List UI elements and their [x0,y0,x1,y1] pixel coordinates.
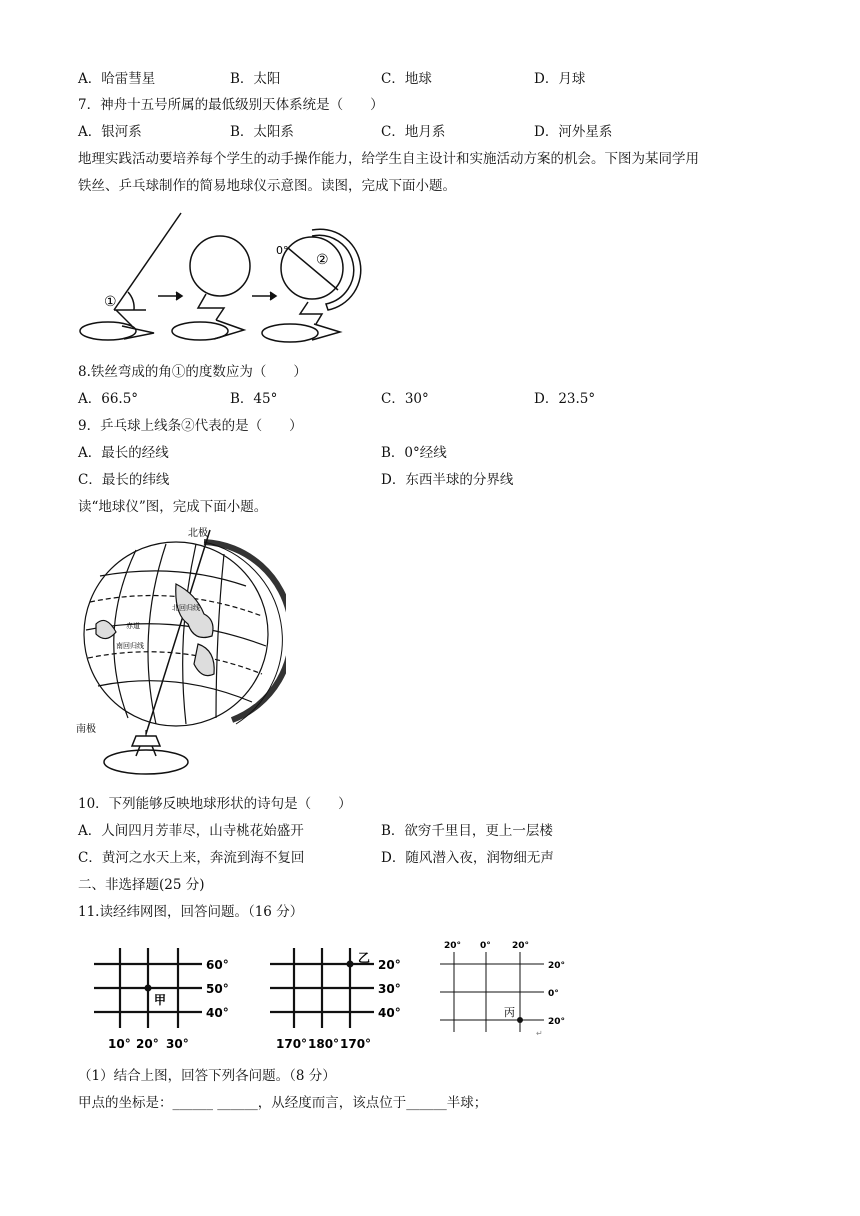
grid3-lon-20e: 20° [512,941,530,951]
q9-option-a: A．最长的经线 [78,445,169,461]
q9-option-b: B．0°经线 [381,445,447,461]
q10-stem: 10．下列能够反映地球形状的诗句是（ ） [78,796,352,812]
lat-lon-grid-3 [436,936,576,1040]
q6-option-b: B．太阳 [230,71,281,87]
globe-making-figure [76,208,366,348]
grid2-lon-180: 180° [308,1037,340,1051]
zero-degree-label: 0° [276,244,289,257]
grid3-lat-20s: 20° [548,1017,566,1027]
q7-option-a: A．银河系 [78,124,142,140]
grid1-lat-50: 50° [206,982,229,996]
q10-option-d: D．随风潜入夜，润物细无声 [381,850,554,866]
grid2-lon-170w: 170° [276,1037,308,1051]
q8-option-b: B．45° [230,391,278,407]
grid1-lon-10: 10° [108,1037,131,1051]
section2-heading: 二、非选择题(25 分) [78,877,205,893]
q7-option-b: B．太阳系 [230,124,294,140]
q10-option-b: B．欲穷千里目，更上一层楼 [381,823,553,839]
q6-option-a: A．哈雷彗星 [78,71,156,87]
grid3-lat-0: 0° [548,989,559,999]
grid3-lon-20w: 20° [444,941,462,951]
q8-option-a: A．66.5° [78,391,139,407]
grid2-lat-30: 30° [378,982,401,996]
globe-equator-label: 赤道 [126,622,140,630]
globe-north-label: 北极 [188,528,208,539]
lat-lon-grid-1 [86,944,246,1056]
intro1-line1: 地理实践活动要培养每个学生的动手操作能力，给学生自主设计和实施活动方案的机会。下图为某同学用 [78,151,699,167]
q11-fill-line: 甲点的坐标是：______ ______，从经度而言，该点位于______半球； [78,1095,488,1111]
q7-option-d: D．河外星系 [534,124,613,140]
q8-option-d: D．23.5° [534,391,596,407]
q7-stem: 7．神舟十五号所属的最低级别天体系统是（ ） [78,97,384,113]
globe-tropic-north-label: 北回归线 [172,604,200,612]
intro1-line2: 铁丝、乒乓球制作的简易地球仪示意图。读图，完成下面小题。 [78,178,456,194]
q9-stem: 9．乒乓球上线条②代表的是（ ） [78,418,303,434]
q6-option-c: C．地球 [381,71,432,87]
grid1-lat-40: 40° [206,1006,229,1020]
grid1-lon-30: 30° [166,1037,189,1051]
globe-figure [76,524,286,782]
q9-option-d: D．东西半球的分界线 [381,472,514,488]
q7-option-c: C．地月系 [381,124,446,140]
angle-mark-label: ① [104,294,117,310]
grid2-lon-170e: 170° [340,1037,372,1051]
q6-option-d: D．月球 [534,71,586,87]
grid1-lon-20: 20° [136,1037,159,1051]
q10-option-a: A．人间四月芳菲尽，山寺桃花始盛开 [78,823,304,839]
grid3-lat-20n: 20° [548,961,566,971]
q10-option-c: C．黄河之水天上来，奔流到海不复回 [78,850,305,866]
globe-tropic-south-label: 南回归线 [116,642,144,650]
grid3-return-mark: ↵ [536,1029,543,1038]
q11-stem: 11.读经纬网图，回答问题。（16 分） [78,904,304,920]
grid3-lon-0: 0° [480,941,491,951]
grid2-lat-40: 40° [378,1006,401,1020]
line-mark-label: ② [316,252,329,268]
intro2-text: 读“地球仪”图，完成下面小题。 [78,499,268,515]
grid2-lat-20: 20° [378,958,401,972]
lat-lon-grid-2 [262,944,422,1056]
grid1-point-jia: 甲 [154,993,167,1007]
q11-sub1: （1）结合上图，回答下列各问题。（8 分） [78,1068,336,1084]
q8-option-c: C．30° [381,391,429,407]
grid3-point-bing: 丙 [504,1006,515,1019]
q9-option-c: C．最长的纬线 [78,472,170,488]
globe-south-label: 南极 [76,724,96,735]
q8-stem: 8.铁丝弯成的角①的度数应为（ ） [78,364,307,380]
grid1-lat-60: 60° [206,958,229,972]
grid2-point-yi: 乙 [358,951,371,965]
